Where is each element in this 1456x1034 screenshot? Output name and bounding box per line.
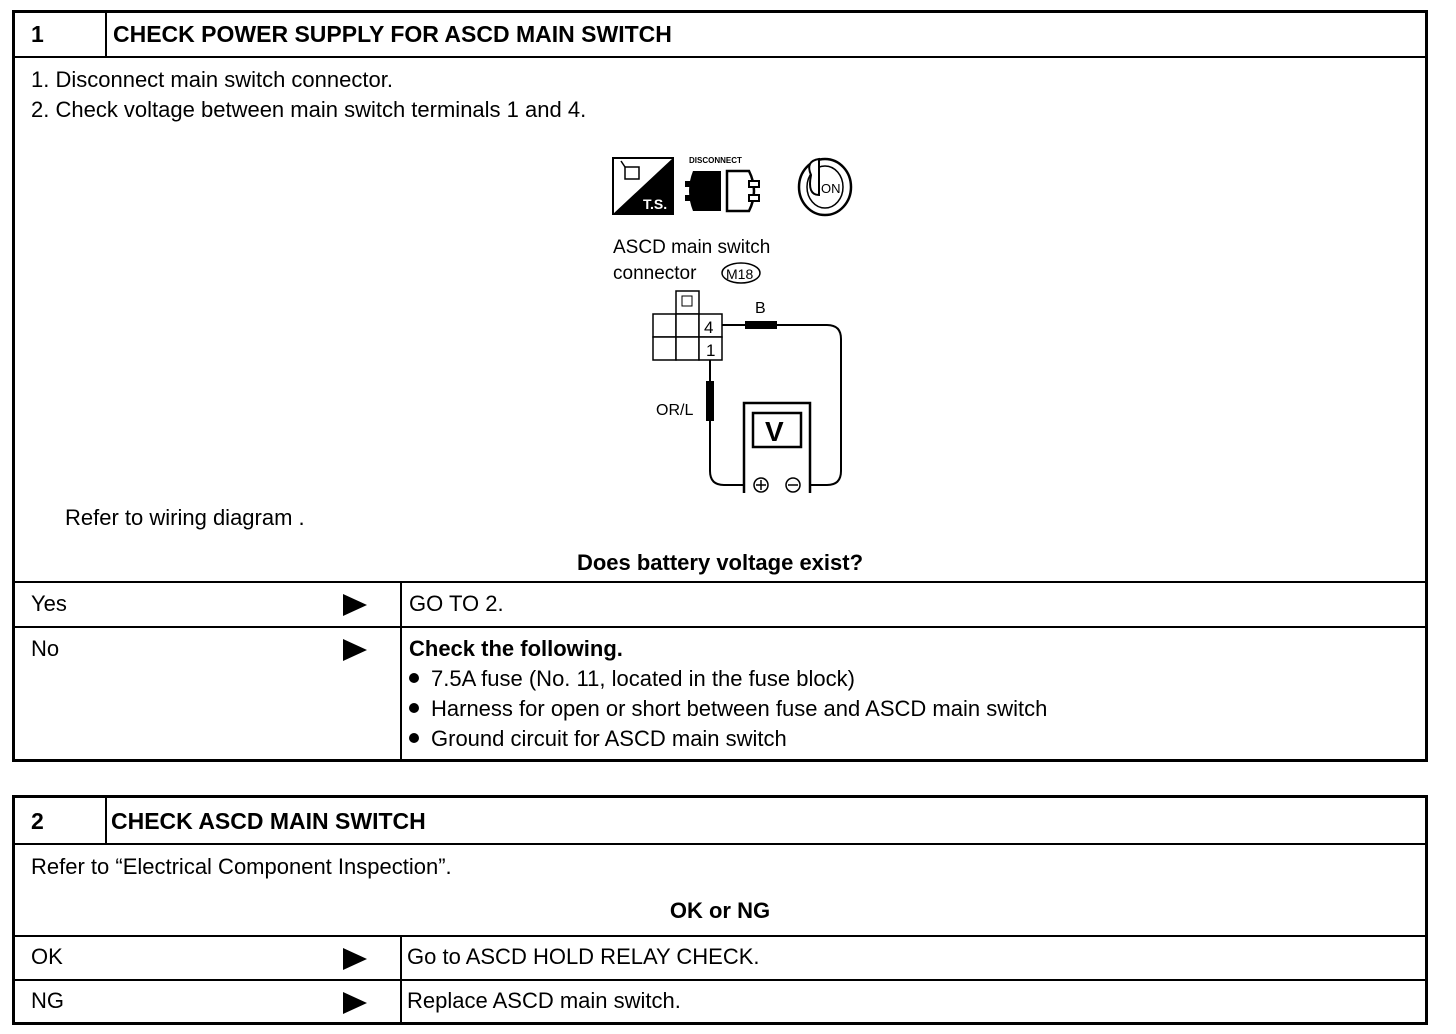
- step-2-refer: Refer to “Electrical Component Inspection”.: [31, 854, 452, 879]
- ng-divider: [400, 981, 402, 1022]
- no-item-2: [409, 695, 1047, 723]
- ts-icon: [613, 158, 673, 214]
- voltmeter-label: V: [765, 416, 784, 447]
- connector-label-line-1: ASCD main switch: [613, 237, 771, 258]
- no-divider: [400, 628, 402, 759]
- bullet-icon: [409, 703, 419, 713]
- no-item-2-text: Harness for open or short between fuse and ASCD main switch: [431, 696, 1048, 721]
- step-1-question: Does battery voltage exist?: [576, 550, 864, 575]
- step-1-no-row: [15, 626, 1425, 759]
- terminal-4-label: 4: [704, 318, 714, 337]
- no-item-1: [409, 665, 855, 693]
- header-divider: [105, 13, 107, 56]
- step-1-number: 1: [31, 21, 44, 47]
- step-2-question: OK or NG: [669, 898, 771, 923]
- terminal-1-label: 1: [706, 341, 716, 360]
- ignition-on-icon: [799, 159, 851, 215]
- bullet-icon: [409, 673, 419, 683]
- step-1-title: CHECK POWER SUPPLY FOR ASCD MAIN SWITCH: [113, 21, 672, 47]
- disconnect-icon-label: DISCONNECT: [689, 156, 742, 165]
- ng-arrow-icon: [343, 992, 367, 1014]
- connector-label-line-2: connector: [613, 263, 697, 284]
- step-2-number: 2: [31, 808, 44, 834]
- disconnect-icon: [685, 156, 759, 211]
- wire-orl-label: OR/L: [656, 402, 694, 419]
- no-item-3: [409, 725, 787, 753]
- ok-divider: [400, 937, 402, 979]
- no-heading: Check the following.: [409, 636, 623, 661]
- step-2-title: CHECK ASCD MAIN SWITCH: [111, 808, 426, 834]
- no-item-1-text: 7.5A fuse (No. 11, located in the fuse block): [431, 666, 855, 691]
- header-divider: [105, 798, 107, 843]
- bullet-icon: [409, 733, 419, 743]
- ng-action: Replace ASCD main switch.: [407, 988, 681, 1013]
- step-1-instruction-2: 2. Check voltage between main switch terminals 1 and 4.: [31, 97, 587, 122]
- step-2-ok-row: [15, 935, 1425, 979]
- step-1-yes-row: [15, 581, 1425, 626]
- no-item-3-text: Ground circuit for ASCD main switch: [431, 726, 787, 751]
- no-label: No: [31, 636, 60, 661]
- yes-arrow-icon: [343, 594, 367, 616]
- ng-label: NG: [31, 988, 64, 1013]
- step-1-body: [15, 56, 1425, 581]
- step-1-instruction-1: 1. Disconnect main switch connector.: [31, 67, 393, 92]
- step-2-body: [15, 843, 1425, 935]
- no-arrow-icon: [343, 639, 367, 661]
- wire-b-label: B: [755, 300, 766, 317]
- ignition-on-label: ON: [821, 181, 841, 196]
- voltage-check-diagram: [585, 153, 865, 493]
- voltmeter: [744, 403, 810, 493]
- step-1-refer: Refer to wiring diagram .: [65, 505, 305, 530]
- connector-id: M18: [726, 266, 754, 282]
- step-2-table: [12, 795, 1428, 1025]
- step-2-ng-row: [15, 979, 1425, 1022]
- step-1-header: [15, 13, 1425, 56]
- yes-label: Yes: [31, 591, 67, 616]
- ok-label: OK: [31, 944, 63, 969]
- yes-divider: [400, 583, 402, 626]
- ok-action: Go to ASCD HOLD RELAY CHECK.: [407, 944, 760, 969]
- step-1-table: [12, 10, 1428, 762]
- step-2-header: [15, 798, 1425, 843]
- yes-action: GO TO 2.: [409, 591, 504, 616]
- ts-icon-label: T.S.: [643, 196, 668, 212]
- ok-arrow-icon: [343, 948, 367, 970]
